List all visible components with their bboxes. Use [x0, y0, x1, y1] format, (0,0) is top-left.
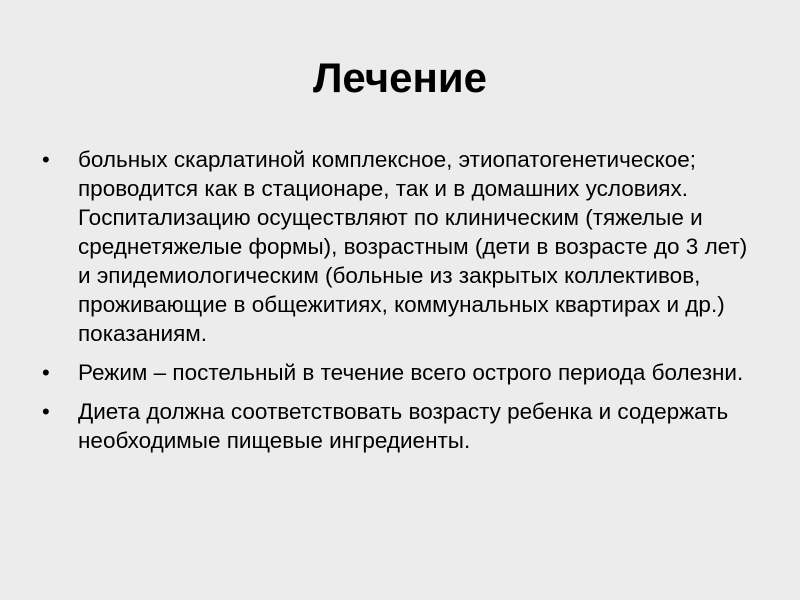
- bullet-text: Диета должна соответствовать возрасту ребенка и содержать необходимые пищевые ингредиенты.: [78, 399, 729, 453]
- bullet-text: Режим – постельный в течение всего острого периода болезни.: [78, 360, 744, 385]
- slide-title: Лечение: [312, 54, 488, 101]
- bullet-list: [40, 145, 760, 465]
- bullet-dot-icon: •: [42, 360, 50, 385]
- bullet-item: [40, 358, 760, 387]
- bullet-item: [40, 397, 760, 455]
- bullet-item: [40, 145, 760, 348]
- bullet-dot-icon: •: [42, 147, 50, 172]
- bullet-text: больных скарлатиной комплексное, этиопатогенетическое; проводится как в стационаре, так и в домашних условиях. Госпитализацию осуществляют по клиническим (тяжелые и среднетяжелые формы), возрастным (дети в возрасте до 3 лет) и эпидемиологическим (больные из закрытых коллективов, проживающие в общежитиях, коммунальных квартирах и др.) показаниям.: [78, 147, 748, 346]
- bullet-dot-icon: •: [42, 399, 50, 424]
